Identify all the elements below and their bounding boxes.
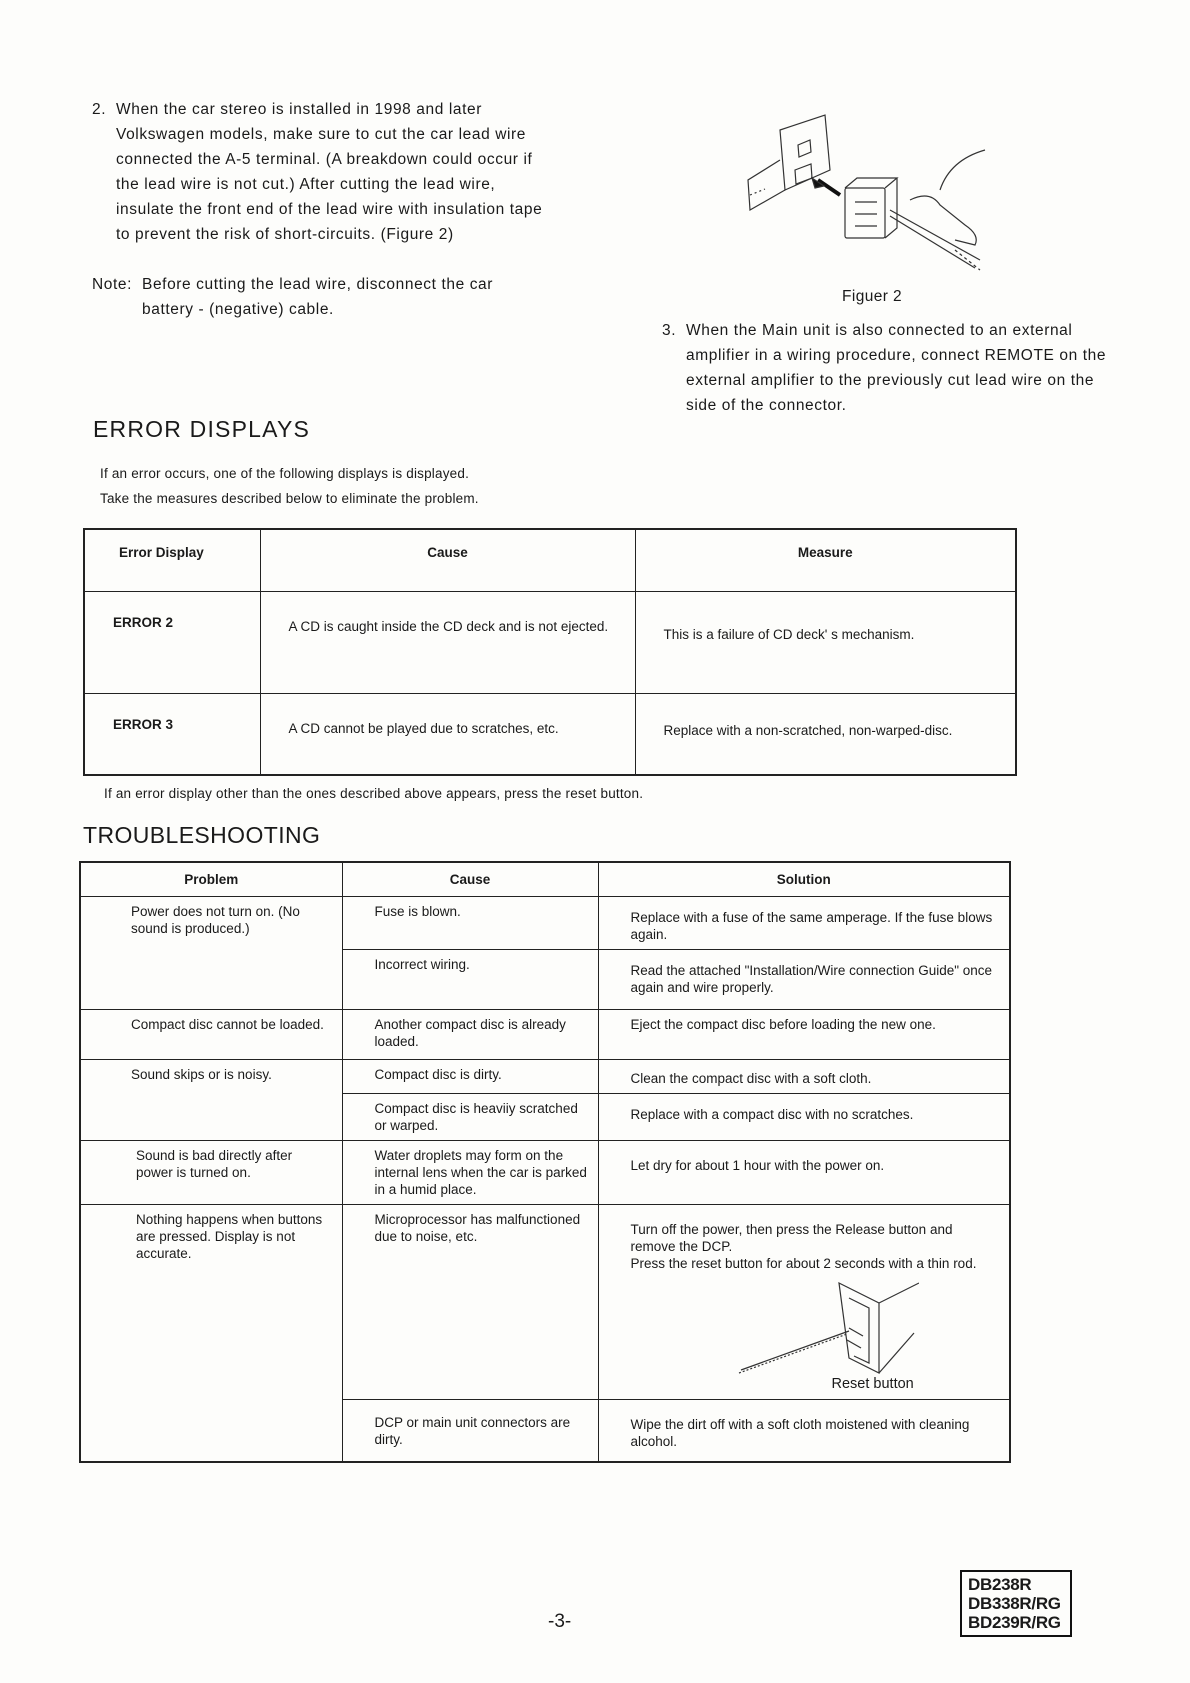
ts-problem: Nothing happens when buttons are pressed. Display is not accurate. xyxy=(80,1205,342,1462)
ts-problem: Power does not turn on. (No sound is produced.) xyxy=(80,897,342,1010)
ts-solution: Read the attached "Installation/Wire connection Guide" once again and wire properly. xyxy=(598,950,1010,1010)
table-row xyxy=(80,1060,1010,1094)
item-2 xyxy=(92,97,548,247)
ts-solution: Clean the compact disc with a soft cloth. xyxy=(598,1060,1010,1094)
error-code: ERROR 2 xyxy=(84,591,260,693)
table-row xyxy=(80,1205,1010,1400)
error-measure: Replace with a non-scratched, non-warped-disc. xyxy=(635,693,1016,775)
ts-problem: Sound is bad directly after power is turned on. xyxy=(80,1141,342,1205)
figure-2-caption: Figuer 2 xyxy=(842,288,903,305)
ts-problem: Sound skips or is noisy. xyxy=(80,1060,342,1141)
ts-cause: DCP or main unit connectors are dirty. xyxy=(342,1400,598,1462)
ts-cause: Compact disc is dirty. xyxy=(342,1060,598,1094)
model-number-box xyxy=(960,1570,1072,1637)
ts-solution: Eject the compact disc before loading the new one. xyxy=(598,1010,1010,1060)
reset-button-label: Reset button xyxy=(831,1376,914,1392)
ts-cause: Another compact disc is already loaded. xyxy=(342,1010,598,1060)
table-row xyxy=(80,897,1010,950)
ts-cause: Fuse is blown. xyxy=(342,897,598,950)
error-intro-2: Take the measures described below to eliminate the problem. xyxy=(100,491,479,506)
reset-button-illustration xyxy=(719,1278,919,1378)
error-cause: A CD is caught inside the CD deck and is not ejected. xyxy=(260,591,635,693)
ts-problem: Compact disc cannot be loaded. xyxy=(80,1010,342,1060)
error-header-cause: Cause xyxy=(260,529,635,591)
model-number: DB338R/RG xyxy=(968,1594,1061,1613)
item-2-number: 2. xyxy=(92,101,107,118)
ts-solution: Replace with a fuse of the same amperage. If the fuse blows again. xyxy=(598,897,1010,950)
ts-table-header xyxy=(80,862,1010,897)
error-table-header xyxy=(84,529,1016,591)
ts-solution: Wipe the dirt off with a soft cloth moistened with cleaning alcohol. xyxy=(598,1400,1010,1462)
error-displays-heading: ERROR DISPLAYS xyxy=(93,416,311,442)
table-row xyxy=(80,1141,1010,1205)
model-number: DB238R xyxy=(968,1575,1032,1594)
error-code: ERROR 3 xyxy=(84,693,260,775)
table-row xyxy=(84,693,1016,775)
error-header-measure: Measure xyxy=(635,529,1016,591)
note-label: Note: xyxy=(92,276,133,293)
ts-solution: Turn off the power, then press the Release button and remove the DCP. xyxy=(630,1222,953,1254)
note xyxy=(92,272,532,322)
item-3 xyxy=(662,318,1107,418)
troubleshooting-table xyxy=(79,861,1011,1463)
ts-header-cause: Cause xyxy=(342,862,598,897)
error-measure: This is a failure of CD deck' s mechanism. xyxy=(635,591,1016,693)
ts-cause: Compact disc is heaviiy scratched or warped. xyxy=(342,1094,598,1141)
ts-cause: Water droplets may form on the internal lens when the car is parked in a humid place. xyxy=(342,1141,598,1205)
connector-cutting-drawing xyxy=(740,110,1000,285)
error-cause: A CD cannot be played due to scratches, etc. xyxy=(260,693,635,775)
ts-solution-cell xyxy=(598,1205,1010,1400)
ts-solution: Replace with a compact disc with no scratches. xyxy=(598,1094,1010,1141)
ts-cause: Incorrect wiring. xyxy=(342,950,598,1010)
table-row xyxy=(84,591,1016,693)
table-row xyxy=(80,1010,1010,1060)
note-text: Before cutting the lead wire, disconnect the car battery - (negative) cable. xyxy=(142,276,494,318)
page-number: -3- xyxy=(548,1611,572,1632)
ts-header-solution: Solution xyxy=(598,862,1010,897)
item-2-text: When the car stereo is installed in 1998 and later Volkswagen models, make sure to cut the car lead wire connected the A-5 terminal. (A breakdown could occur if the lead wire is not cut.) After cutting the lead wire, insulate the front end of the lead wire with insulation tape to prevent the risk of short-circuits. (Figure 2) xyxy=(116,101,543,243)
troubleshooting-heading: TROUBLESHOOTING xyxy=(83,822,321,848)
ts-header-problem: Problem xyxy=(80,862,342,897)
figure-2-illustration xyxy=(740,110,1000,285)
error-table xyxy=(83,528,1017,776)
error-intro-1: If an error occurs, one of the following displays is displayed. xyxy=(100,466,470,481)
ts-solution: Let dry for about 1 hour with the power on. xyxy=(598,1141,1010,1205)
item-3-number: 3. xyxy=(662,322,677,339)
model-number: BD239R/RG xyxy=(968,1613,1061,1632)
error-header-display: Error Display xyxy=(84,529,260,591)
item-3-text: When the Main unit is also connected to an external amplifier in a wiring procedure, connect REMOTE on the external amplifier to the previously cut lead wire on the side of the connector. xyxy=(686,322,1107,414)
ts-solution-step-2: Press the reset button for about 2 seconds with a thin rod. xyxy=(630,1256,977,1271)
error-footer-note: If an error display other than the ones described above appears, press the reset button. xyxy=(104,786,644,801)
ts-cause: Microprocessor has malfunctioned due to noise, etc. xyxy=(342,1205,598,1400)
